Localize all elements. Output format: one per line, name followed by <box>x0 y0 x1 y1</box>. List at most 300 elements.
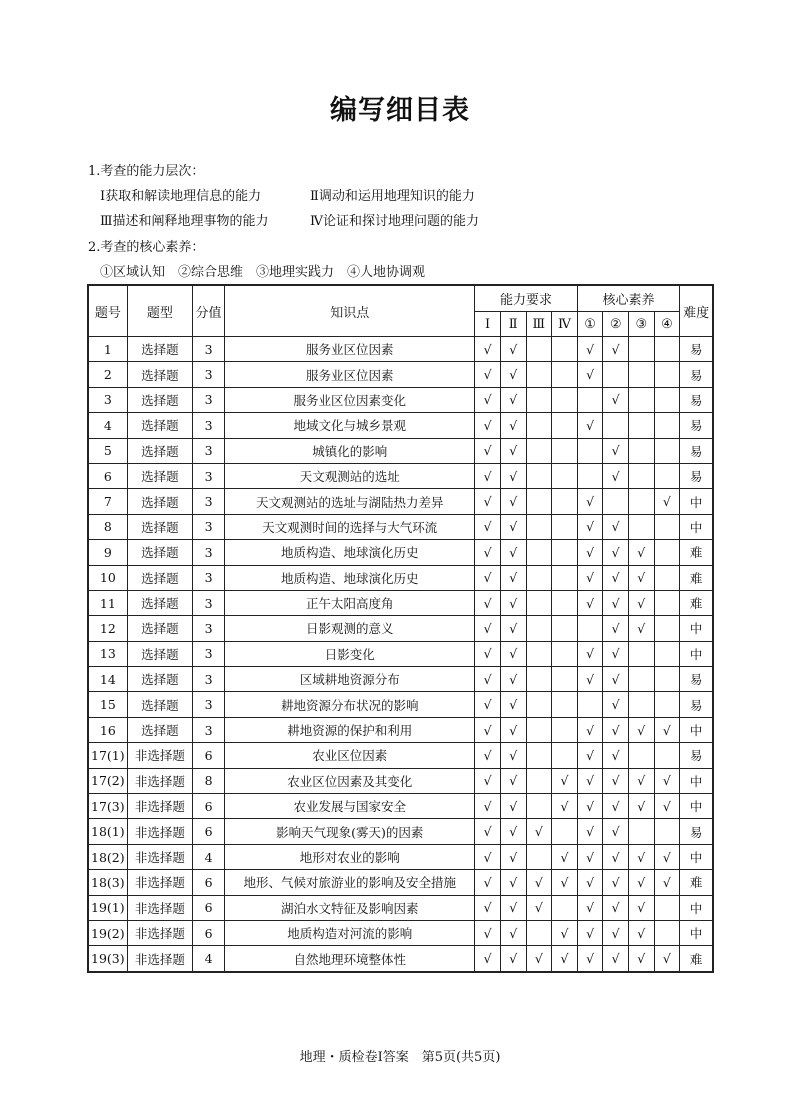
cell-num: 16 <box>88 717 127 742</box>
cell-difficulty: 易 <box>680 463 713 488</box>
page-footer: 地理・质检卷Ⅰ答案 第5页(共5页) <box>299 1050 501 1065</box>
cell-num: 5 <box>88 438 127 463</box>
literacy-list: ①区域认知 ②综合思维 ③地理实践力 ④人地协调观 <box>100 265 426 280</box>
cell-literacy-3: √ <box>628 616 654 641</box>
cell-literacy-3 <box>628 514 654 539</box>
cell-score: 3 <box>192 717 224 742</box>
cell-literacy-1 <box>577 616 603 641</box>
cell-knowledge: 地质构造、地球演化历史 <box>225 540 475 565</box>
cell-ability-2: √ <box>500 692 526 717</box>
cell-literacy-4: √ <box>654 489 680 514</box>
cell-ability-4: √ <box>552 844 578 869</box>
cell-type: 选择题 <box>127 387 192 412</box>
cell-score: 3 <box>192 565 224 590</box>
cell-literacy-4 <box>654 590 680 615</box>
cell-literacy-3: √ <box>628 565 654 590</box>
cell-ability-2: √ <box>500 514 526 539</box>
cell-knowledge: 自然地理环境整体性 <box>225 946 475 972</box>
cell-ability-1: √ <box>475 667 501 692</box>
cell-ability-4 <box>552 387 578 412</box>
cell-ability-4 <box>552 743 578 768</box>
table-row <box>88 616 713 641</box>
cell-type: 非选择题 <box>127 819 192 844</box>
cell-literacy-4 <box>654 387 680 412</box>
cell-literacy-1: √ <box>577 844 603 869</box>
cell-literacy-4 <box>654 463 680 488</box>
cell-literacy-1: √ <box>577 870 603 895</box>
cell-score: 3 <box>192 514 224 539</box>
cell-difficulty: 中 <box>680 641 713 666</box>
header-literacy-4: ④ <box>654 312 680 337</box>
cell-ability-1: √ <box>475 768 501 793</box>
cell-difficulty: 难 <box>680 590 713 615</box>
cell-ability-3 <box>526 387 552 412</box>
cell-difficulty: 中 <box>680 717 713 742</box>
table-row <box>88 819 713 844</box>
cell-ability-3 <box>526 692 552 717</box>
cell-literacy-1: √ <box>577 489 603 514</box>
cell-difficulty: 易 <box>680 362 713 387</box>
header-ability-2: Ⅱ <box>500 312 526 337</box>
cell-difficulty: 易 <box>680 337 713 362</box>
cell-difficulty: 易 <box>680 743 713 768</box>
cell-type: 非选择题 <box>127 768 192 793</box>
cell-ability-4 <box>552 463 578 488</box>
cell-ability-3: √ <box>526 870 552 895</box>
cell-literacy-3 <box>628 438 654 463</box>
cell-literacy-3 <box>628 337 654 362</box>
cell-num: 2 <box>88 362 127 387</box>
table-row <box>88 489 713 514</box>
cell-ability-3 <box>526 565 552 590</box>
cell-ability-4: √ <box>552 946 578 972</box>
cell-literacy-2: √ <box>603 692 629 717</box>
cell-literacy-1: √ <box>577 819 603 844</box>
cell-knowledge: 农业区位因素及其变化 <box>225 768 475 793</box>
cell-literacy-1: √ <box>577 565 603 590</box>
cell-knowledge: 耕地资源分布状况的影响 <box>225 692 475 717</box>
cell-ability-4 <box>552 337 578 362</box>
header-literacy: 核心素养 <box>577 285 679 312</box>
cell-ability-4 <box>552 540 578 565</box>
cell-ability-2: √ <box>500 413 526 438</box>
cell-difficulty: 中 <box>680 895 713 920</box>
table-row <box>88 692 713 717</box>
table-row <box>88 870 713 895</box>
cell-literacy-1: √ <box>577 641 603 666</box>
cell-knowledge: 日影变化 <box>225 641 475 666</box>
table-row <box>88 717 713 742</box>
cell-ability-1: √ <box>475 590 501 615</box>
cell-ability-1: √ <box>475 463 501 488</box>
cell-ability-4 <box>552 667 578 692</box>
cell-type: 选择题 <box>127 590 192 615</box>
cell-ability-4: √ <box>552 870 578 895</box>
cell-ability-1: √ <box>475 540 501 565</box>
cell-literacy-2: √ <box>603 337 629 362</box>
table-row <box>88 920 713 945</box>
cell-num: 3 <box>88 387 127 412</box>
cell-literacy-1: √ <box>577 920 603 945</box>
cell-num: 17(2) <box>88 768 127 793</box>
cell-literacy-3: √ <box>628 794 654 819</box>
header-literacy-2: ② <box>603 312 629 337</box>
cell-score: 3 <box>192 362 224 387</box>
cell-literacy-2: √ <box>603 387 629 412</box>
cell-type: 选择题 <box>127 565 192 590</box>
cell-type: 选择题 <box>127 667 192 692</box>
cell-type: 选择题 <box>127 717 192 742</box>
cell-num: 18(1) <box>88 819 127 844</box>
cell-literacy-2 <box>603 489 629 514</box>
cell-ability-4 <box>552 489 578 514</box>
cell-literacy-3: √ <box>628 844 654 869</box>
cell-difficulty: 中 <box>680 768 713 793</box>
ability-item-4: Ⅳ论证和探讨地理问题的能力 <box>310 214 479 229</box>
cell-literacy-3 <box>628 362 654 387</box>
cell-ability-4 <box>552 438 578 463</box>
cell-num: 15 <box>88 692 127 717</box>
table-row <box>88 463 713 488</box>
cell-ability-1: √ <box>475 743 501 768</box>
cell-ability-2: √ <box>500 920 526 945</box>
cell-num: 17(1) <box>88 743 127 768</box>
cell-literacy-4 <box>654 692 680 717</box>
cell-knowledge: 城镇化的影响 <box>225 438 475 463</box>
cell-literacy-2: √ <box>603 590 629 615</box>
cell-ability-3 <box>526 438 552 463</box>
cell-type: 非选择题 <box>127 794 192 819</box>
cell-difficulty: 易 <box>680 667 713 692</box>
cell-literacy-2: √ <box>603 819 629 844</box>
cell-num: 4 <box>88 413 127 438</box>
cell-literacy-2: √ <box>603 463 629 488</box>
cell-ability-3 <box>526 489 552 514</box>
cell-knowledge: 农业区位因素 <box>225 743 475 768</box>
cell-knowledge: 服务业区位因素 <box>225 362 475 387</box>
cell-ability-1: √ <box>475 794 501 819</box>
cell-ability-3 <box>526 667 552 692</box>
cell-ability-3 <box>526 337 552 362</box>
cell-ability-2: √ <box>500 895 526 920</box>
cell-ability-4: √ <box>552 768 578 793</box>
cell-literacy-1 <box>577 438 603 463</box>
cell-literacy-1 <box>577 692 603 717</box>
cell-type: 非选择题 <box>127 946 192 972</box>
cell-literacy-4: √ <box>654 844 680 869</box>
cell-knowledge: 正午太阳高度角 <box>225 590 475 615</box>
cell-literacy-1: √ <box>577 540 603 565</box>
cell-literacy-4 <box>654 337 680 362</box>
cell-literacy-2: √ <box>603 794 629 819</box>
cell-literacy-1 <box>577 387 603 412</box>
cell-literacy-2: √ <box>603 920 629 945</box>
cell-ability-2: √ <box>500 768 526 793</box>
cell-num: 1 <box>88 337 127 362</box>
cell-type: 选择题 <box>127 514 192 539</box>
cell-literacy-2: √ <box>603 895 629 920</box>
cell-literacy-2: √ <box>603 540 629 565</box>
cell-knowledge: 日影观测的意义 <box>225 616 475 641</box>
cell-difficulty: 易 <box>680 819 713 844</box>
cell-score: 6 <box>192 819 224 844</box>
cell-knowledge: 地形、气候对旅游业的影响及安全措施 <box>225 870 475 895</box>
cell-literacy-2: √ <box>603 667 629 692</box>
cell-type: 非选择题 <box>127 895 192 920</box>
cell-ability-3 <box>526 413 552 438</box>
cell-ability-1: √ <box>475 920 501 945</box>
table-row <box>88 895 713 920</box>
cell-literacy-3: √ <box>628 717 654 742</box>
cell-knowledge: 影响天气现象(雾天)的因素 <box>225 819 475 844</box>
cell-literacy-1: √ <box>577 717 603 742</box>
cell-num: 17(3) <box>88 794 127 819</box>
cell-literacy-3 <box>628 641 654 666</box>
cell-literacy-2: √ <box>603 438 629 463</box>
cell-literacy-3 <box>628 743 654 768</box>
cell-knowledge: 地域文化与城乡景观 <box>225 413 475 438</box>
cell-difficulty: 易 <box>680 387 713 412</box>
specification-table <box>87 284 714 973</box>
cell-literacy-3 <box>628 819 654 844</box>
cell-num: 11 <box>88 590 127 615</box>
cell-num: 18(2) <box>88 844 127 869</box>
cell-type: 选择题 <box>127 616 192 641</box>
cell-ability-2: √ <box>500 743 526 768</box>
cell-ability-1: √ <box>475 438 501 463</box>
table-row <box>88 946 713 972</box>
cell-score: 6 <box>192 743 224 768</box>
cell-ability-3: √ <box>526 819 552 844</box>
cell-ability-3 <box>526 616 552 641</box>
cell-literacy-2: √ <box>603 717 629 742</box>
cell-difficulty: 中 <box>680 489 713 514</box>
table-row <box>88 362 713 387</box>
header-score: 分值 <box>192 285 224 337</box>
header-num: 题号 <box>88 285 127 337</box>
cell-ability-2: √ <box>500 438 526 463</box>
header-literacy-1: ① <box>577 312 603 337</box>
cell-ability-4 <box>552 641 578 666</box>
cell-difficulty: 难 <box>680 565 713 590</box>
cell-ability-3 <box>526 514 552 539</box>
cell-num: 19(3) <box>88 946 127 972</box>
header-literacy-3: ③ <box>628 312 654 337</box>
header-row-top <box>88 285 713 312</box>
cell-ability-3 <box>526 717 552 742</box>
cell-literacy-1: √ <box>577 768 603 793</box>
cell-score: 3 <box>192 641 224 666</box>
cell-difficulty: 易 <box>680 413 713 438</box>
cell-difficulty: 中 <box>680 514 713 539</box>
cell-num: 14 <box>88 667 127 692</box>
cell-ability-2: √ <box>500 641 526 666</box>
cell-ability-2: √ <box>500 337 526 362</box>
cell-score: 3 <box>192 413 224 438</box>
header-knowledge: 知识点 <box>225 285 475 337</box>
cell-ability-4 <box>552 590 578 615</box>
table-row <box>88 641 713 666</box>
cell-literacy-1: √ <box>577 743 603 768</box>
cell-difficulty: 中 <box>680 844 713 869</box>
header-ability-1: Ⅰ <box>475 312 501 337</box>
cell-literacy-1: √ <box>577 590 603 615</box>
cell-num: 9 <box>88 540 127 565</box>
cell-ability-4: √ <box>552 920 578 945</box>
cell-ability-3 <box>526 540 552 565</box>
cell-type: 非选择题 <box>127 870 192 895</box>
cell-ability-4 <box>552 717 578 742</box>
cell-ability-2: √ <box>500 463 526 488</box>
cell-score: 8 <box>192 768 224 793</box>
cell-literacy-2: √ <box>603 946 629 972</box>
cell-ability-4 <box>552 413 578 438</box>
cell-literacy-2: √ <box>603 565 629 590</box>
cell-score: 4 <box>192 844 224 869</box>
cell-literacy-4 <box>654 362 680 387</box>
cell-literacy-2: √ <box>603 514 629 539</box>
cell-literacy-4: √ <box>654 717 680 742</box>
cell-literacy-2 <box>603 413 629 438</box>
cell-ability-4 <box>552 616 578 641</box>
cell-type: 选择题 <box>127 641 192 666</box>
cell-ability-1: √ <box>475 413 501 438</box>
cell-ability-3 <box>526 794 552 819</box>
cell-ability-1: √ <box>475 387 501 412</box>
cell-ability-4 <box>552 514 578 539</box>
cell-literacy-4 <box>654 920 680 945</box>
cell-literacy-4: √ <box>654 946 680 972</box>
cell-literacy-1: √ <box>577 895 603 920</box>
cell-score: 3 <box>192 387 224 412</box>
cell-score: 3 <box>192 540 224 565</box>
cell-knowledge: 天文观测站的选址与湖陆热力差异 <box>225 489 475 514</box>
cell-literacy-1: √ <box>577 667 603 692</box>
cell-difficulty: 难 <box>680 540 713 565</box>
cell-literacy-2: √ <box>603 844 629 869</box>
cell-ability-4 <box>552 819 578 844</box>
cell-ability-2: √ <box>500 616 526 641</box>
cell-num: 19(2) <box>88 920 127 945</box>
table-row <box>88 565 713 590</box>
cell-literacy-1: √ <box>577 946 603 972</box>
cell-ability-1: √ <box>475 946 501 972</box>
table-row <box>88 667 713 692</box>
cell-knowledge: 地质构造、地球演化历史 <box>225 565 475 590</box>
cell-type: 非选择题 <box>127 920 192 945</box>
cell-literacy-3: √ <box>628 946 654 972</box>
cell-ability-4 <box>552 362 578 387</box>
header-ability-3: Ⅲ <box>526 312 552 337</box>
cell-literacy-4 <box>654 514 680 539</box>
cell-literacy-3: √ <box>628 768 654 793</box>
cell-knowledge: 地质构造对河流的影响 <box>225 920 475 945</box>
cell-ability-1: √ <box>475 844 501 869</box>
cell-ability-1: √ <box>475 717 501 742</box>
table-row <box>88 540 713 565</box>
cell-score: 3 <box>192 438 224 463</box>
cell-literacy-2: √ <box>603 870 629 895</box>
cell-num: 8 <box>88 514 127 539</box>
cell-ability-1: √ <box>475 337 501 362</box>
cell-ability-3 <box>526 362 552 387</box>
cell-ability-3 <box>526 743 552 768</box>
header-type: 题型 <box>127 285 192 337</box>
cell-knowledge: 湖泊水文特征及影响因素 <box>225 895 475 920</box>
cell-num: 19(1) <box>88 895 127 920</box>
cell-difficulty: 难 <box>680 870 713 895</box>
cell-literacy-3 <box>628 387 654 412</box>
cell-literacy-4 <box>654 641 680 666</box>
cell-literacy-3: √ <box>628 895 654 920</box>
table-row <box>88 413 713 438</box>
cell-literacy-1: √ <box>577 413 603 438</box>
cell-literacy-3 <box>628 489 654 514</box>
cell-num: 6 <box>88 463 127 488</box>
cell-ability-1: √ <box>475 514 501 539</box>
cell-score: 6 <box>192 794 224 819</box>
literacy-heading: 2.考查的核心素养： <box>88 240 205 255</box>
cell-type: 选择题 <box>127 337 192 362</box>
cell-ability-2: √ <box>500 667 526 692</box>
cell-knowledge: 区域耕地资源分布 <box>225 667 475 692</box>
cell-ability-2: √ <box>500 590 526 615</box>
ability-heading: 1.考查的能力层次： <box>88 164 205 179</box>
cell-literacy-3: √ <box>628 590 654 615</box>
cell-difficulty: 中 <box>680 616 713 641</box>
cell-ability-1: √ <box>475 489 501 514</box>
cell-ability-2: √ <box>500 794 526 819</box>
cell-ability-4 <box>552 692 578 717</box>
table-row <box>88 438 713 463</box>
header-ability: 能力要求 <box>475 285 577 312</box>
cell-type: 选择题 <box>127 489 192 514</box>
cell-type: 选择题 <box>127 463 192 488</box>
cell-literacy-3: √ <box>628 540 654 565</box>
cell-score: 3 <box>192 337 224 362</box>
cell-type: 选择题 <box>127 438 192 463</box>
page-title: 编写细目表 <box>330 95 470 126</box>
table-row <box>88 844 713 869</box>
cell-literacy-3 <box>628 692 654 717</box>
cell-literacy-4 <box>654 667 680 692</box>
cell-knowledge: 天文观测站的选址 <box>225 463 475 488</box>
table-row <box>88 768 713 793</box>
table-row <box>88 743 713 768</box>
cell-literacy-4: √ <box>654 870 680 895</box>
cell-ability-2: √ <box>500 565 526 590</box>
cell-knowledge: 服务业区位因素 <box>225 337 475 362</box>
cell-literacy-2: √ <box>603 743 629 768</box>
cell-score: 6 <box>192 870 224 895</box>
cell-ability-4 <box>552 565 578 590</box>
cell-type: 选择题 <box>127 362 192 387</box>
cell-ability-4: √ <box>552 794 578 819</box>
cell-literacy-4 <box>654 819 680 844</box>
cell-knowledge: 服务业区位因素变化 <box>225 387 475 412</box>
cell-literacy-1: √ <box>577 794 603 819</box>
table-row <box>88 387 713 412</box>
cell-ability-2: √ <box>500 819 526 844</box>
cell-ability-3 <box>526 768 552 793</box>
cell-literacy-1 <box>577 463 603 488</box>
cell-type: 非选择题 <box>127 743 192 768</box>
cell-ability-4 <box>552 895 578 920</box>
cell-score: 3 <box>192 489 224 514</box>
cell-score: 3 <box>192 590 224 615</box>
cell-literacy-4 <box>654 438 680 463</box>
cell-knowledge: 地形对农业的影响 <box>225 844 475 869</box>
